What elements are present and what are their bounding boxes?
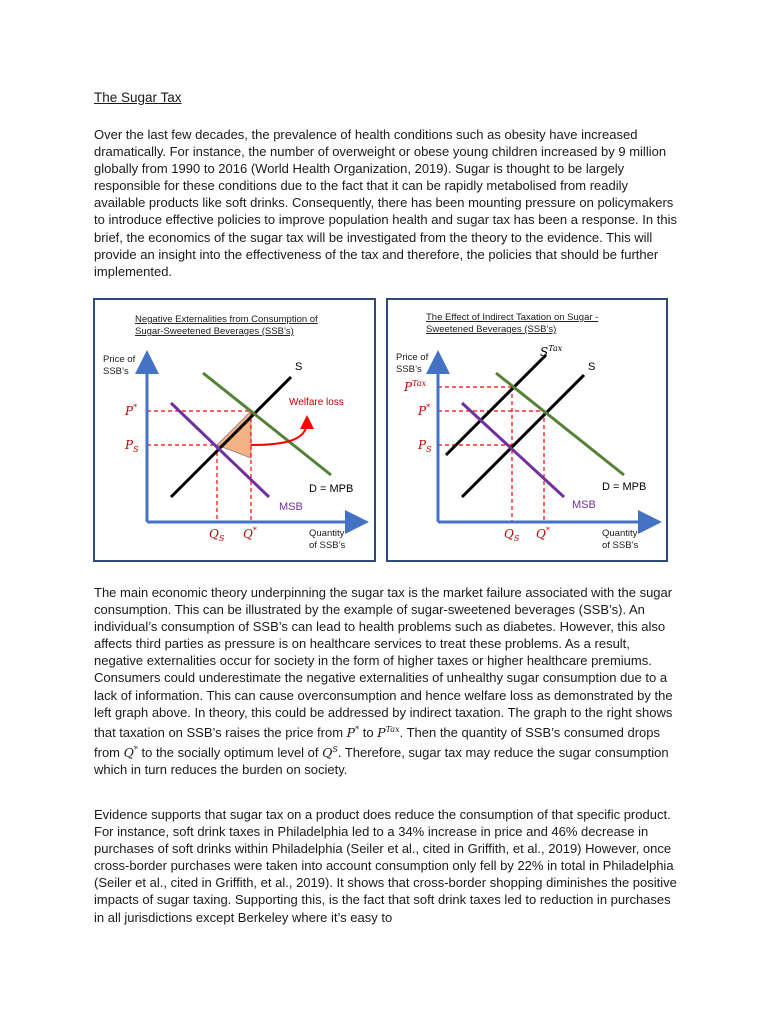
- supply-tax-label: $S^{Tax}$: [540, 344, 563, 359]
- msb-label: MSB: [279, 501, 303, 513]
- y-axis-label-line2: SSB’s: [396, 364, 422, 375]
- p-star-label: P*: [418, 403, 431, 418]
- symbol-q-star: Q*: [123, 745, 138, 761]
- symbol-p-star: P*: [346, 724, 360, 740]
- supply-label: S: [588, 361, 596, 373]
- intro-paragraph: Over the last few decades, the prevalence of health conditions such as obesity have increased dramatically. For instance, the number of overweight or obese young children increased by 9 million globally from 1990 to 2016 (World Health Organization, 2019). Sugar is thought to be largely responsible for these conditions due to the fact that it can be rapidly metabolised from readily available products like soft drinks. Consequently, there has been mounting pressure on policymakers to introduce effective policies to improve population health and sugar tax has been a response. In this brief, the economics of the sugar tax will be investigated from the theory to the evidence. This will provide an insight into the effectiveness of the tax and therefore, the policies that should be further implemented.: [94, 127, 677, 279]
- p-s-label: $P_S$: [418, 438, 432, 454]
- welfare-loss-diagram: [95, 300, 374, 560]
- taxation-diagram: [388, 300, 666, 560]
- figure-indirect-taxation: [386, 298, 668, 562]
- figure-left-title-line1: Negative Externalities from Consumption of: [135, 314, 318, 325]
- msb-label: MSB: [572, 499, 596, 511]
- y-axis-label-line1: Price of: [396, 352, 429, 363]
- demand-curve: [496, 373, 624, 475]
- supply-label: S: [295, 361, 303, 373]
- p-star-label: P*: [125, 403, 138, 418]
- q-s-label: $Q_S$: [209, 527, 225, 543]
- demand-curve: [203, 373, 331, 475]
- y-axis-label-line1: Price of: [103, 354, 136, 365]
- figure-negative-externalities: [93, 298, 376, 562]
- x-axis-label-line1: Quantity: [309, 528, 345, 539]
- p-s-label: $P_S$: [125, 438, 139, 454]
- figure-right-title-line1: The Effect of Indirect Taxation on Sugar -: [426, 312, 599, 323]
- x-axis-label-line2: of SSB’s: [309, 540, 346, 551]
- x-axis-label-line1: Quantity: [602, 528, 638, 539]
- q-star-label: Q*: [536, 526, 550, 541]
- demand-label: D = MPB: [602, 481, 647, 493]
- theory-paragraph: The main economic theory underpinning the sugar tax is the market failure associated with the sugar consumption. This can be illustrated by the example of sugar-sweetened beverages (SSB’s). An individual’s consumption of SSB’s can lead to health problems such as diabetes. However, this also affects third parties as pressure is on healthcare services to treat these problems. As a result, negative externalities occur for society in the form of higher taxes or higher healthcare premiums. Consumers could underestimate the negative externalities of unhealthy sugar consumption due to a lack of information. This can cause overconsumption and hence welfare loss as demonstrated by the left graph above. In theory, this could be addressed by indirect taxation. The graph to the right shows that taxation on SSB’s raises the price from P* to $P^{Tax}$. Then the quantity of SSB’s consumed drops from Q* to the socially optimum level of $Q^S$. Therefore, sugar tax may reduce the sugar consumption which in turn reduces the burden on society.: [94, 585, 673, 778]
- page-title: The Sugar Tax: [94, 90, 182, 105]
- supply-tax-curve: [446, 355, 546, 455]
- welfare-loss-label: Welfare loss: [289, 397, 344, 408]
- p-tax-label: $P^{Tax}$: [404, 379, 427, 394]
- figure-left-title-line2: Sugar-Sweetened Beverages (SSB’s): [135, 326, 294, 337]
- symbol-p-tax: $P^{Tax}$: [377, 724, 400, 740]
- x-axis-label-line2: of SSB’s: [602, 540, 639, 551]
- figure-right-title-line2: Sweetened Beverages (SSB’s): [426, 324, 557, 335]
- symbol-q-s: $Q^S$: [322, 745, 338, 761]
- q-star-label: Q*: [243, 526, 257, 541]
- y-axis-label-line2: SSB’s: [103, 366, 129, 377]
- evidence-paragraph: Evidence supports that sugar tax on a product does reduce the consumption of that specific product. For instance, soft drink taxes in Philadelphia led to a 34% increase in price and 46% decrease in purchases of soft drinks within Philadelphia (Seiler et al., cited in Griffith, et al., 2019) However, once cross-border purchases were taken into account consumption only fell by 22% in total in Philadelphia (Seiler et al., cited in Griffith, et al., 2019). It shows that cross-border shopping diminishes the positive impacts of sugar taxing. Supporting this, is the fact that soft drink taxes led to reduction in purchases in all jurisdictions except Berkeley where it’s easy to: [94, 807, 677, 925]
- demand-label: D = MPB: [309, 483, 354, 495]
- q-s-label: $Q_S$: [504, 527, 520, 543]
